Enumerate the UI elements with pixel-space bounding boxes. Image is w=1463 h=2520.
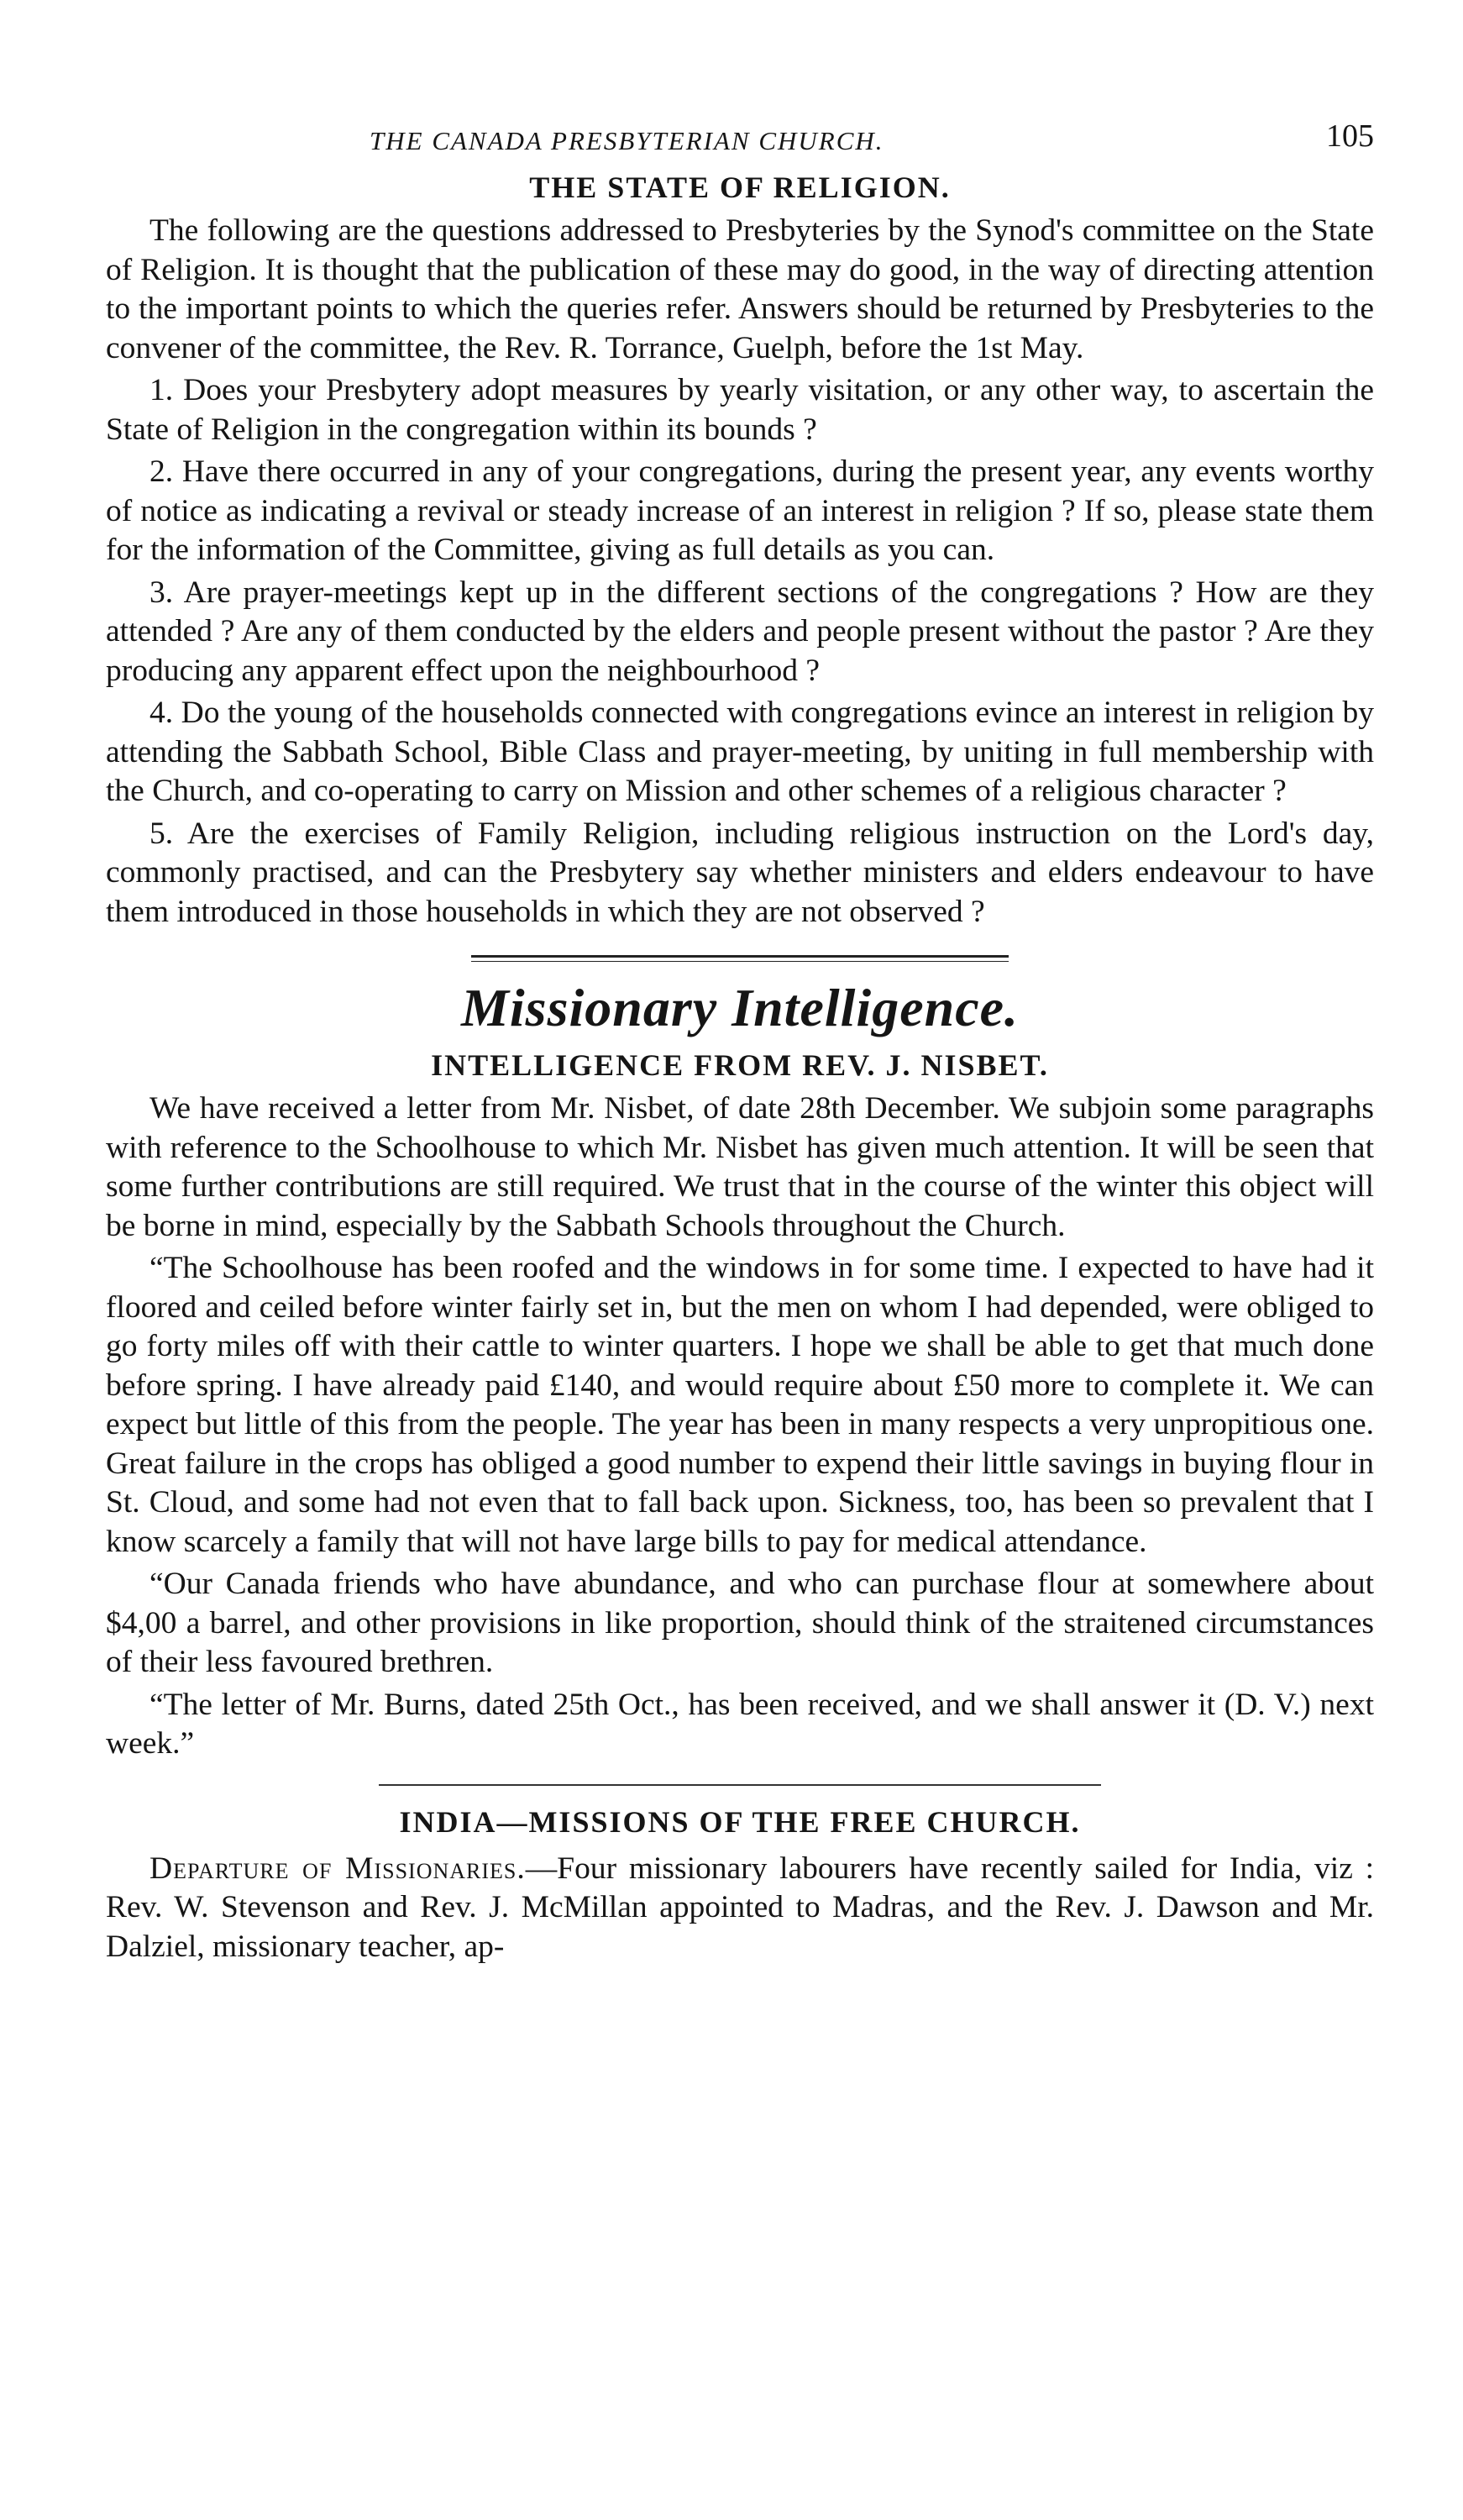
paragraph-nisbet-letter-1: “The Schoolhouse has been roofed and the windows in for some time. I expected to have had it floored and ceiled before winter fairly set in, but the men on whom I had depended, were obliged to go forty miles off with their cattle to winter quarters. I hope we shall be able to get that much done before spring. I have already paid £140, and would require about £50 more to complete it. We can expect but little of this from the people. The year has been in many respects a very unpropitious one. Great failure in the crops has obliged a good number to expend their little savings in buying flour in St. Cloud, and some had not even that to fall back upon. Sickness, too, has been so prevalent that I know scarcely a family that will not have large bills to pay for medical attendance. (106, 1251, 1374, 1559)
paragraph-question-2: 2. Have there occurred in any of your congregations, during the present year, any events worthy of notice as indicating a revival or steady increase of an interest in religion ? If so, please state them for the information of the Committee, giving as full details as you can. (106, 454, 1374, 567)
paragraph-intro: The following are the questions addressed to Presbyteries by the Synod's committee on the State of Religion. It is thought that the publication of these may do good, in the way of directing attention to the important points to which the queries refer. Answers should be returned by Presbyteries to the convener of the committee, the Rev. R. Torrance, Guelph, before the 1st May. (106, 213, 1374, 365)
section-heading-nisbet: INTELLIGENCE FROM REV. J. NISBET. (431, 1048, 1049, 1082)
paragraph-nisbet-intro: We have received a letter from Mr. Nisbet, of date 28th December. We subjoin some paragraphs with reference to the Schoolhouse to which Mr. Nisbet has given much attention. It will be seen that some further contributions are still required. We trust that in the course of the winter this object will be borne in mind, especially by the Sabbath Schools throughout the Church. (106, 1091, 1374, 1243)
missionary-intelligence-heading: Missionary Intelligence. (460, 978, 1020, 1037)
paragraph-nisbet-letter-2: “Our Canada friends who have abundance, and who can purchase flour at somewhere about $4,00 a barrel, and other provisions in like proportion, should think of the straitened circumstances of their less favoured brethren. (106, 1567, 1374, 1679)
running-head (106, 118, 1374, 168)
paragraph-question-5: 5. Are the exercises of Family Religion, including religious instruction on the Lord's day, commonly practised, and can the Presbytery say whether ministers and elders endeavour to have them introduced in those households in which they are not observed ? (106, 816, 1374, 929)
section-heading-india: INDIA—MISSIONS OF THE FREE CHURCH. (399, 1804, 1081, 1839)
india-text: —Four missionary labourers have recently sailed for India, viz : Rev. W. Stevenson and Rev. J. McMillan appointed to Madras, and the Rev. J. Dawson and Mr. Dalziel, missionary teacher, ap- (106, 1851, 1374, 1964)
paragraph-india (106, 1850, 1374, 1967)
paragraph-question-4: 4. Do the young of the households connected with congregations evince an interest in religion by attending the Sabbath School, Bible Class and prayer-meeting, by uniting in full membership with the Church, and co-operating to carry on Mission and other schemes of a religious character ? (106, 696, 1374, 808)
section-heading-state-of-religion: THE STATE OF RELIGION. (529, 171, 951, 204)
paragraph-question-3: 3. Are prayer-meetings kept up in the different sections of the congregations ? How are they attended ? Are any of them conducted by the elders and people present without the pastor ? Are they producing any apparent effect upon the neighbourhood ? (106, 575, 1374, 688)
running-head-title: THE CANADA PRESBYTERIAN CHURCH. (370, 126, 884, 155)
paragraph-question-1: 1. Does your Presbytery adopt measures by yearly visitation, or any other way, to ascertain the State of Religion in the congregation within its bounds ? (106, 373, 1374, 447)
page-number: 105 (1326, 118, 1374, 154)
paragraph-nisbet-letter-3: “The letter of Mr. Burns, dated 25th Oct., has been received, and we shall answer it (D. V.) next week.” (106, 1687, 1374, 1761)
india-lead-in: Departure of Missionaries. (149, 1851, 526, 1886)
double-rule-divider (471, 955, 1009, 962)
single-rule-divider (379, 1784, 1101, 1786)
